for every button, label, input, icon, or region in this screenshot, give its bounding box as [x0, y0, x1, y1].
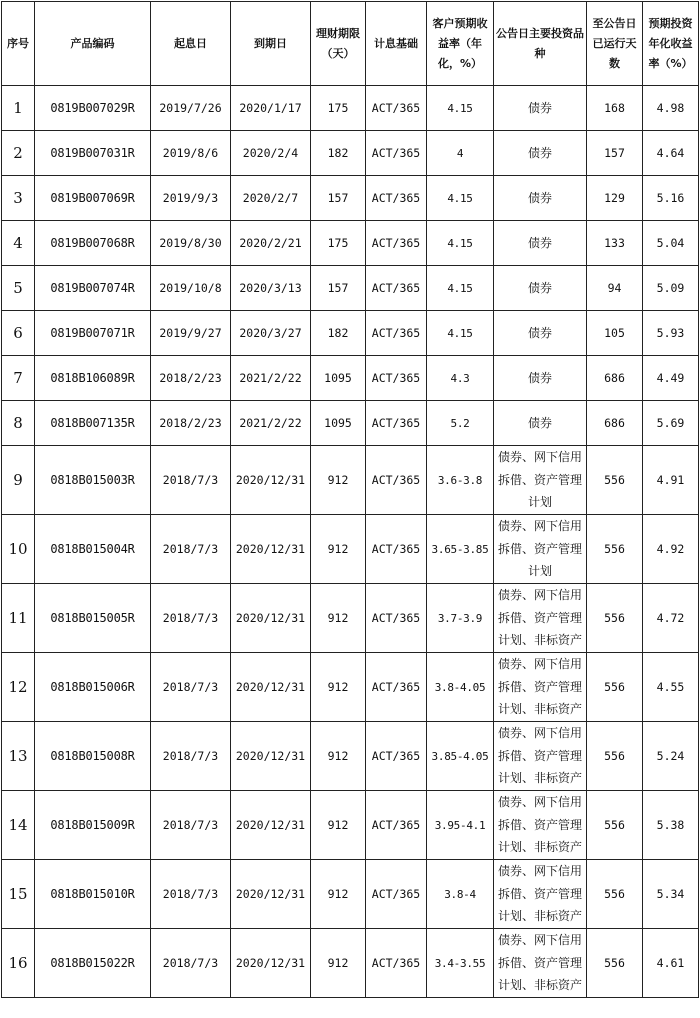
cell-term: 1095 — [311, 356, 366, 401]
cell-expected-rate: 5.24 — [643, 722, 699, 791]
cell-days-run: 556 — [587, 653, 643, 722]
cell-product-code: 0819B007068R — [35, 221, 151, 266]
cell-days-run: 105 — [587, 311, 643, 356]
investment-kind-line: 拆借、资产管理 — [497, 817, 582, 832]
cell-end-date: 2020/12/31 — [231, 584, 311, 653]
cell-days-run: 556 — [587, 515, 643, 584]
cell-basis: ACT/365 — [366, 929, 427, 998]
cell-end-date: 2020/12/31 — [231, 860, 311, 929]
cell-term: 912 — [311, 860, 366, 929]
cell-expected-rate: 5.34 — [643, 860, 699, 929]
table-body — [2, 86, 699, 998]
cell-client-rate: 4.15 — [427, 311, 494, 356]
cell-expected-rate: 5.38 — [643, 791, 699, 860]
cell-basis: ACT/365 — [366, 722, 427, 791]
cell-days-run: 556 — [587, 446, 643, 515]
investment-kind-line: 债券、网下信用 — [497, 933, 582, 948]
cell-end-date: 2020/12/31 — [231, 791, 311, 860]
cell-basis: ACT/365 — [366, 791, 427, 860]
table-row — [2, 791, 699, 860]
cell-client-rate: 3.4-3.55 — [427, 929, 494, 998]
cell-start-date: 2018/7/3 — [151, 929, 231, 998]
cell-product-code: 0818B015006R — [35, 653, 151, 722]
cell-start-date: 2018/7/3 — [151, 653, 231, 722]
product-table — [1, 1, 699, 998]
investment-kind-line: 计划、非标资产 — [497, 771, 582, 786]
cell-start-date: 2018/7/3 — [151, 722, 231, 791]
investment-kind-line: 拆借、资产管理 — [497, 610, 582, 625]
cell-end-date: 2020/12/31 — [231, 515, 311, 584]
cell-investment-kind — [494, 221, 587, 266]
header-basis: 计息基础 — [366, 2, 427, 86]
cell-no: 11 — [2, 584, 35, 653]
investment-kind-line: 债券、网下信用 — [497, 657, 582, 672]
cell-investment-kind — [494, 131, 587, 176]
cell-start-date: 2018/7/3 — [151, 791, 231, 860]
cell-term: 912 — [311, 791, 366, 860]
cell-expected-rate: 4.92 — [643, 515, 699, 584]
cell-client-rate: 4.15 — [427, 176, 494, 221]
investment-kind-line: 计划、非标资产 — [497, 702, 582, 717]
cell-term: 157 — [311, 266, 366, 311]
cell-start-date: 2019/10/8 — [151, 266, 231, 311]
table-row — [2, 356, 699, 401]
table-row — [2, 311, 699, 356]
cell-investment-kind — [494, 584, 587, 653]
table-row — [2, 131, 699, 176]
table-row — [2, 584, 699, 653]
investment-kind-line: 债券、网下信用 — [497, 450, 582, 465]
cell-no: 4 — [2, 221, 35, 266]
cell-start-date: 2018/2/23 — [151, 401, 231, 446]
cell-basis: ACT/365 — [366, 266, 427, 311]
cell-term: 182 — [311, 131, 366, 176]
investment-kind-line: 拆借、资产管理 — [497, 679, 582, 694]
cell-client-rate: 4 — [427, 131, 494, 176]
cell-days-run: 556 — [587, 584, 643, 653]
table-row — [2, 401, 699, 446]
cell-basis: ACT/365 — [366, 446, 427, 515]
cell-investment-kind — [494, 86, 587, 131]
investment-kind-line: 计划、非标资产 — [497, 633, 582, 648]
cell-expected-rate: 4.55 — [643, 653, 699, 722]
cell-client-rate: 4.15 — [427, 266, 494, 311]
table-row — [2, 653, 699, 722]
cell-days-run: 168 — [587, 86, 643, 131]
cell-no: 3 — [2, 176, 35, 221]
cell-product-code: 0819B007031R — [35, 131, 151, 176]
investment-kind-line: 拆借、资产管理 — [497, 955, 582, 970]
cell-term: 175 — [311, 86, 366, 131]
cell-no: 16 — [2, 929, 35, 998]
cell-term: 1095 — [311, 401, 366, 446]
cell-product-code: 0818B015004R — [35, 515, 151, 584]
table-row — [2, 266, 699, 311]
cell-product-code: 0819B007029R — [35, 86, 151, 131]
cell-days-run: 556 — [587, 860, 643, 929]
cell-basis: ACT/365 — [366, 653, 427, 722]
table-row — [2, 86, 699, 131]
investment-kind-line: 拆借、资产管理 — [497, 472, 582, 487]
table-row — [2, 860, 699, 929]
header-investment-kind: 公告日主要投资品种 — [494, 2, 587, 86]
header-no: 序号 — [2, 2, 35, 86]
cell-investment-kind — [494, 515, 587, 584]
cell-days-run: 556 — [587, 929, 643, 998]
cell-client-rate: 3.95-4.1 — [427, 791, 494, 860]
cell-basis: ACT/365 — [366, 131, 427, 176]
cell-end-date: 2020/3/27 — [231, 311, 311, 356]
cell-no: 5 — [2, 266, 35, 311]
investment-kind-line: 计划、非标资产 — [497, 978, 582, 993]
cell-start-date: 2019/9/3 — [151, 176, 231, 221]
cell-no: 8 — [2, 401, 35, 446]
investment-kind-line: 拆借、资产管理 — [497, 541, 582, 556]
investment-kind-line: 债券 — [527, 370, 552, 385]
cell-days-run: 556 — [587, 722, 643, 791]
cell-term: 912 — [311, 515, 366, 584]
cell-end-date: 2020/12/31 — [231, 722, 311, 791]
investment-kind-line: 债券 — [527, 280, 552, 295]
cell-start-date: 2018/2/23 — [151, 356, 231, 401]
cell-product-code: 0818B015009R — [35, 791, 151, 860]
cell-basis: ACT/365 — [366, 356, 427, 401]
cell-no: 1 — [2, 86, 35, 131]
investment-kind-line: 债券 — [527, 190, 552, 205]
investment-kind-line: 债券 — [527, 415, 552, 430]
cell-start-date: 2018/7/3 — [151, 446, 231, 515]
investment-kind-line: 拆借、资产管理 — [497, 886, 582, 901]
cell-expected-rate: 4.98 — [643, 86, 699, 131]
cell-days-run: 94 — [587, 266, 643, 311]
cell-product-code: 0819B007071R — [35, 311, 151, 356]
cell-client-rate: 4.3 — [427, 356, 494, 401]
header-expected-rate: 预期投资年化收益率（%） — [643, 2, 699, 86]
header-end-date: 到期日 — [231, 2, 311, 86]
cell-no: 9 — [2, 446, 35, 515]
cell-product-code: 0818B106089R — [35, 356, 151, 401]
investment-kind-line: 债券 — [527, 100, 552, 115]
cell-end-date: 2020/12/31 — [231, 446, 311, 515]
cell-expected-rate: 5.04 — [643, 221, 699, 266]
cell-client-rate: 3.8-4.05 — [427, 653, 494, 722]
cell-days-run: 686 — [587, 356, 643, 401]
cell-investment-kind — [494, 722, 587, 791]
cell-start-date: 2019/8/6 — [151, 131, 231, 176]
cell-product-code: 0819B007074R — [35, 266, 151, 311]
cell-product-code: 0818B015008R — [35, 722, 151, 791]
investment-kind-line: 拆借、资产管理 — [497, 748, 582, 763]
cell-investment-kind — [494, 266, 587, 311]
cell-basis: ACT/365 — [366, 221, 427, 266]
cell-no: 7 — [2, 356, 35, 401]
cell-term: 157 — [311, 176, 366, 221]
investment-kind-line: 债券、网下信用 — [497, 588, 582, 603]
cell-days-run: 157 — [587, 131, 643, 176]
cell-end-date: 2020/1/17 — [231, 86, 311, 131]
cell-expected-rate: 4.49 — [643, 356, 699, 401]
table-row — [2, 929, 699, 998]
cell-term: 912 — [311, 584, 366, 653]
cell-end-date: 2020/2/21 — [231, 221, 311, 266]
header-days-run: 至公告日已运行天数 — [587, 2, 643, 86]
cell-investment-kind — [494, 929, 587, 998]
cell-days-run: 556 — [587, 791, 643, 860]
cell-client-rate: 3.7-3.9 — [427, 584, 494, 653]
cell-expected-rate: 4.61 — [643, 929, 699, 998]
cell-start-date: 2018/7/3 — [151, 584, 231, 653]
table-row — [2, 446, 699, 515]
cell-term: 182 — [311, 311, 366, 356]
cell-days-run: 686 — [587, 401, 643, 446]
cell-investment-kind — [494, 311, 587, 356]
cell-start-date: 2018/7/3 — [151, 860, 231, 929]
investment-kind-line: 计划 — [527, 495, 552, 510]
cell-product-code: 0818B015003R — [35, 446, 151, 515]
cell-product-code: 0818B015010R — [35, 860, 151, 929]
cell-investment-kind — [494, 356, 587, 401]
cell-product-code: 0818B015005R — [35, 584, 151, 653]
cell-product-code: 0818B007135R — [35, 401, 151, 446]
cell-expected-rate: 4.72 — [643, 584, 699, 653]
table-row — [2, 515, 699, 584]
table-header-row — [2, 2, 699, 86]
cell-term: 912 — [311, 929, 366, 998]
cell-client-rate: 3.8-4 — [427, 860, 494, 929]
cell-no: 2 — [2, 131, 35, 176]
table-row — [2, 221, 699, 266]
cell-start-date: 2019/9/27 — [151, 311, 231, 356]
cell-days-run: 129 — [587, 176, 643, 221]
cell-basis: ACT/365 — [366, 311, 427, 356]
cell-basis: ACT/365 — [366, 584, 427, 653]
cell-term: 912 — [311, 722, 366, 791]
cell-end-date: 2020/3/13 — [231, 266, 311, 311]
cell-investment-kind — [494, 791, 587, 860]
cell-no: 14 — [2, 791, 35, 860]
cell-no: 12 — [2, 653, 35, 722]
cell-start-date: 2019/7/26 — [151, 86, 231, 131]
cell-expected-rate: 4.64 — [643, 131, 699, 176]
cell-expected-rate: 4.91 — [643, 446, 699, 515]
cell-expected-rate: 5.16 — [643, 176, 699, 221]
cell-basis: ACT/365 — [366, 515, 427, 584]
header-term: 理财期限（天） — [311, 2, 366, 86]
cell-term: 175 — [311, 221, 366, 266]
investment-kind-line: 债券 — [527, 235, 552, 250]
cell-basis: ACT/365 — [366, 86, 427, 131]
cell-client-rate: 3.85-4.05 — [427, 722, 494, 791]
cell-end-date: 2020/12/31 — [231, 653, 311, 722]
cell-investment-kind — [494, 401, 587, 446]
cell-end-date: 2021/2/22 — [231, 356, 311, 401]
cell-expected-rate: 5.69 — [643, 401, 699, 446]
cell-end-date: 2020/2/4 — [231, 131, 311, 176]
cell-client-rate: 5.2 — [427, 401, 494, 446]
cell-investment-kind — [494, 176, 587, 221]
cell-basis: ACT/365 — [366, 176, 427, 221]
cell-expected-rate: 5.93 — [643, 311, 699, 356]
cell-no: 6 — [2, 311, 35, 356]
cell-client-rate: 4.15 — [427, 86, 494, 131]
cell-client-rate: 3.6-3.8 — [427, 446, 494, 515]
table-row — [2, 722, 699, 791]
cell-client-rate: 3.65-3.85 — [427, 515, 494, 584]
cell-term: 912 — [311, 446, 366, 515]
investment-kind-line: 债券、网下信用 — [497, 519, 582, 534]
cell-investment-kind — [494, 860, 587, 929]
cell-no: 15 — [2, 860, 35, 929]
cell-end-date: 2020/2/7 — [231, 176, 311, 221]
cell-client-rate: 4.15 — [427, 221, 494, 266]
investment-kind-line: 计划、非标资产 — [497, 840, 582, 855]
investment-kind-line: 计划 — [527, 564, 552, 579]
header-product-code: 产品编码 — [35, 2, 151, 86]
cell-no: 10 — [2, 515, 35, 584]
cell-no: 13 — [2, 722, 35, 791]
investment-kind-line: 债券 — [527, 325, 552, 340]
investment-kind-line: 债券 — [527, 145, 552, 160]
cell-expected-rate: 5.09 — [643, 266, 699, 311]
investment-kind-line: 债券、网下信用 — [497, 795, 582, 810]
cell-start-date: 2018/7/3 — [151, 515, 231, 584]
cell-end-date: 2021/2/22 — [231, 401, 311, 446]
cell-term: 912 — [311, 653, 366, 722]
cell-product-code: 0818B015022R — [35, 929, 151, 998]
cell-investment-kind — [494, 653, 587, 722]
investment-kind-line: 债券、网下信用 — [497, 726, 582, 741]
table-row — [2, 176, 699, 221]
header-client-rate: 客户预期收益率（年化，%） — [427, 2, 494, 86]
cell-days-run: 133 — [587, 221, 643, 266]
cell-investment-kind — [494, 446, 587, 515]
cell-basis: ACT/365 — [366, 401, 427, 446]
cell-end-date: 2020/12/31 — [231, 929, 311, 998]
cell-basis: ACT/365 — [366, 860, 427, 929]
cell-product-code: 0819B007069R — [35, 176, 151, 221]
header-start-date: 起息日 — [151, 2, 231, 86]
investment-kind-line: 债券、网下信用 — [497, 864, 582, 879]
investment-kind-line: 计划、非标资产 — [497, 909, 582, 924]
cell-start-date: 2019/8/30 — [151, 221, 231, 266]
